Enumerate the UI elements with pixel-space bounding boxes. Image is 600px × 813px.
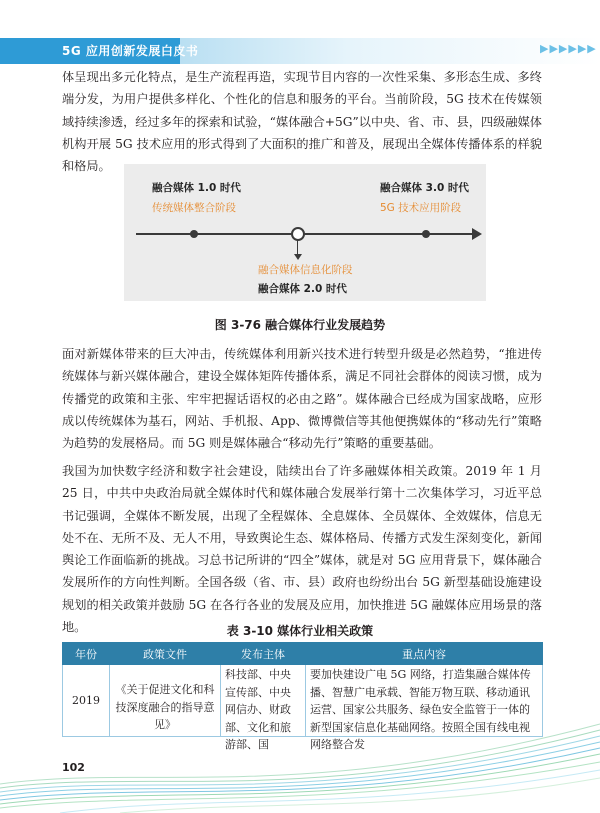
timeline-ring-stage2 (291, 227, 305, 241)
figure-caption: 图 3-76 融合媒体行业发展趋势 (214, 318, 386, 332)
timeline-arrow-icon (472, 228, 482, 240)
stage2-title: 融合媒体 2.0 时代 (258, 283, 347, 295)
cell-content-text: 要加快建设广电 5G 网络，打造集融合媒体传播、智慧广电承载、智能万物互联、移动通讯运营、国家公共服务、绿色安全监管于一体的新型国家信息化基础网络。按照全国有线电视网络整合发 (310, 668, 531, 751)
col-header-content: 重点内容 (306, 643, 543, 665)
table-header-row (63, 643, 543, 665)
body-paragraph-2: 面对新媒体带来的巨大冲击，传统媒体利用新兴技术进行转型升级是必然趋势，“推进传统媒体与新兴媒体融合，建设全媒体矩阵传播体系，满足不同社会群体的阅读习惯，成为传播党的政策和主张、牢牢把握话语权的必由之路”。媒体融合已经成为国家战略，应形成以传统媒体为基石，网站、手机报、App、微博微信等其他便携媒体的“移动先行”策略为趋势的发展格局。而 5G 则是媒体融合“移动先行”策略的重要基础。 (62, 347, 542, 451)
stage1-title: 融合媒体 1.0 时代 (152, 182, 241, 194)
header-chevron-icons: ▶▶▶▶▶▶ (540, 42, 597, 55)
stage1-subtitle: 传统媒体整合阶段 (152, 202, 236, 214)
header-title: 5G 应用创新发展白皮书 (62, 44, 199, 58)
cell-year: 2019 (63, 665, 110, 737)
stage3-title: 融合媒体 3.0 时代 (380, 182, 469, 194)
col-header-year: 年份 (63, 643, 110, 665)
page-number: 102 (62, 761, 85, 774)
cell-publisher-text: 科技部、中央宣传部、中央网信办、财政部、文化和旅游部、国 (225, 668, 291, 751)
header-fade-band (180, 38, 600, 64)
table-caption: 表 3-10 媒体行业相关政策 (226, 624, 374, 638)
body-paragraph-3: 我国为加快数字经济和数字社会建设，陆续出台了许多融媒体相关政策。2019 年 1 月 25 日，中共中央政治局就全媒体时代和媒体融合发展举行第十二次集体学习，习近平总书记强调，全媒体不断发展，出现了全程媒体、全息媒体、全员媒体、全效媒体，信息无处不在、无所不及、无人不用，导致舆论生态、媒体格局、传播方式发生深刻变化，新闻舆论工作面临新的挑战。习总书记所讲的“四全”媒体，就是对 5G 应用背景下，媒体融合发展所作的方向性判断。全国各级（省、市、县）政府也纷纷出台 5G 新型基础设施建设规划的相关政策并鼓励 5G 在各行各业的发展及应用，加快推进 5G 融媒体应用场景的落地。 (62, 464, 542, 635)
footer-wave-art (0, 704, 600, 813)
timeline-dot-stage1 (190, 230, 198, 238)
stage3-subtitle: 5G 技术应用阶段 (380, 202, 462, 214)
timeline-dot-stage3 (422, 230, 430, 238)
col-header-publisher: 发布主体 (221, 643, 306, 665)
trend-figure (124, 164, 486, 301)
col-header-doc: 政策文件 (110, 643, 221, 665)
body-paragraph-1: 体呈现出多元化特点，是生产流程再造，实现节目内容的一次性采集、多形态生成、多终端分发，为用户提供多样化、个性化的信息和服务的平台。当前阶段，5G 技术在传媒领域持续渗透，经过多年的探索和试验，“媒体融合+5G”以中央、省、市、县，四级融媒体机构开展 5G 技术应用的形式得到了大面积的推广和普及，展现出全媒体传播体系的样貌和格局。 (62, 70, 542, 174)
stage2-subtitle: 融合媒体信息化阶段 (258, 264, 353, 276)
stage2-pointer-arrow-icon (294, 254, 302, 260)
cell-doc-text: 《关于促进文化和科技深度融合的指导意见》 (115, 683, 215, 731)
